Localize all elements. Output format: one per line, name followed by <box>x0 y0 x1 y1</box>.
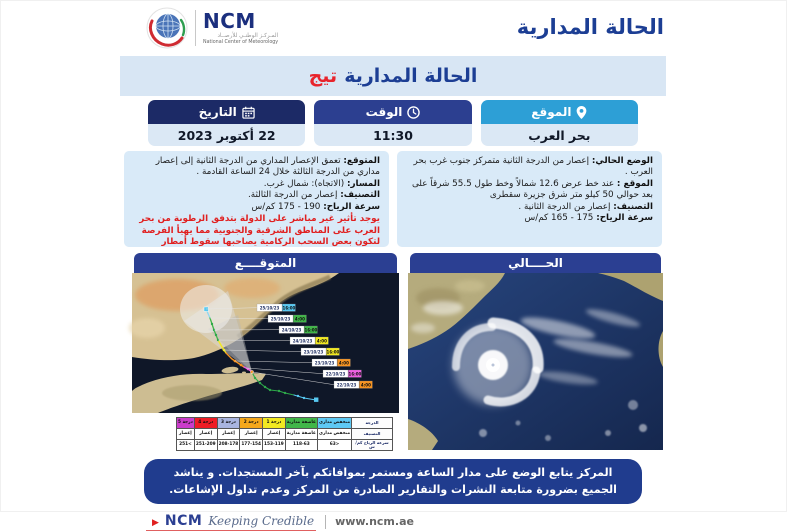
forecast-track-map <box>132 273 399 413</box>
footer <box>120 504 666 531</box>
ncm-logo <box>146 7 278 49</box>
type-cell: إعصار <box>217 429 240 440</box>
grade-cell: عاصفة مدارية <box>285 418 317 429</box>
type-cell: إعصار <box>176 429 194 440</box>
current-line-3: التصنيف: إعصار من الدرجة الثانية . <box>406 202 653 213</box>
date-header <box>148 100 305 124</box>
track-label <box>290 337 328 344</box>
speed-cell: 118-63 <box>285 440 317 451</box>
track-label-date: 25/10/23 <box>260 305 280 310</box>
ncm-globe-icon <box>146 7 188 49</box>
table-header-type: التصنيف <box>352 429 393 440</box>
panels-row <box>120 247 666 451</box>
logo-divider <box>195 10 196 46</box>
forecast-panel-header: المتوقــــع <box>134 253 397 273</box>
type-cell: منخفض مداري <box>318 429 352 440</box>
track-label-date: 24/10/23 <box>293 338 313 343</box>
speed-cell: 208-178 <box>217 440 240 451</box>
storm-banner-title: الحالة المدارية <box>344 65 477 87</box>
type-cell: إعصار <box>263 429 286 440</box>
grade-cell: منخفض مداري <box>318 418 352 429</box>
footer-website-link[interactable]: www.ncm.ae <box>335 515 414 528</box>
track-label <box>334 381 372 388</box>
satellite-image <box>408 273 663 450</box>
track-label-time: 4:00 <box>361 382 371 387</box>
table-header-speed: سرعة الرياح كم/س <box>352 440 393 451</box>
track-endpoint-past <box>314 398 318 402</box>
forecast-line-1: المتوقع: تعمق الإعصار المداري من الدرجة الثانية إلى إعصار مداري من الدرجة الثالثة خلال 24 الساعة القادمة . <box>133 156 380 179</box>
track-label <box>257 304 295 311</box>
track-label-date: 22/10/23 <box>326 371 346 376</box>
grade-cell: درجة 2 <box>240 418 263 429</box>
type-cell: عاصفة مدارية <box>285 429 317 440</box>
date-value: 22 أكتوبر 2023 <box>148 124 305 146</box>
grade-cell: درجة 5 <box>176 418 194 429</box>
footer-brand-block <box>146 513 316 531</box>
type-cell: إعصار <box>194 429 217 440</box>
track-label-time: 16:00 <box>349 371 362 376</box>
speed-cell: 251< <box>176 440 194 451</box>
track-label-date: 22/10/23 <box>337 382 357 387</box>
location-label: الموقع <box>531 105 571 119</box>
track-label-date: 23/10/23 <box>315 360 335 365</box>
track-label-time: 4:00 <box>317 338 327 343</box>
location-pin-icon <box>576 106 587 119</box>
grade-cell: درجة 1 <box>263 418 286 429</box>
info-row <box>120 96 666 146</box>
page-title: الحالة المدارية <box>517 15 664 39</box>
notice-banner: المركز يتابع الوضع على مدار الساعة ومستمر بموافاتكم بآخر المستجدات. و يناشد الجميع بضرورة متابعة النشرات والتقارير الصادرة من المركز وعدم تداول الإشاعات. <box>144 459 642 503</box>
calendar-icon <box>242 106 255 119</box>
forecast-line-4: سرعة الرياح: ‎175 - 190‎ كم/س <box>133 202 380 213</box>
current-panel-header: الحــــالي <box>410 253 661 273</box>
storm-banner <box>120 56 666 96</box>
type-cell: إعصار <box>240 429 263 440</box>
track-label-time: 16:00 <box>283 305 296 310</box>
track-label <box>323 370 361 377</box>
track-label-date: 24/10/23 <box>282 327 302 332</box>
logo-text <box>203 11 278 45</box>
logo-english-name: National Center of Meteorology <box>203 40 278 45</box>
table-header-grade: الدرجة <box>352 418 393 429</box>
track-label <box>312 359 350 366</box>
current-line-1: الوضع الحالي: إعصار من الدرجة الثانية متمركز جنوب غرب بحر العرب . <box>406 156 653 179</box>
track-label-time: 16:00 <box>305 327 318 332</box>
info-box-date <box>148 100 305 146</box>
speed-cell: 63> <box>318 440 352 451</box>
location-header <box>481 100 638 124</box>
date-label: التاريخ <box>199 105 237 119</box>
forecast-warning: يوجد تأثير غير مباشر على الدولة بتدفق الرطوبة من بحر العرب على المناطق الشرقية والجنوبية مما يهيأ الفرصة لتكون بعض السحب الركامية يصاحبها سقوط أمطار <box>133 214 380 248</box>
grade-cell: درجة 4 <box>194 418 217 429</box>
track-label-date: 23/10/23 <box>304 349 324 354</box>
classification-table <box>176 417 393 451</box>
forecast-panel <box>132 253 399 451</box>
forecast-status-box <box>124 151 389 247</box>
time-header <box>314 100 471 124</box>
current-status-box <box>397 151 662 247</box>
track-label <box>268 315 306 322</box>
bulletin-content <box>120 0 666 531</box>
time-label: الوقت <box>366 105 403 119</box>
footer-divider <box>325 515 326 529</box>
speed-cell: 177-154 <box>240 440 263 451</box>
speed-cell: 153-119 <box>263 440 286 451</box>
track-label-time: 16:00 <box>327 349 340 354</box>
track-label-time: 4:00 <box>339 360 349 365</box>
current-line-2: الموقع : عند خط عرض 12.6 شمالاً وخط طول 55.5 شرقاً على بعد حوالي 50 كيلو متر شرق جزيرة سقطرى <box>406 179 653 202</box>
speed-cell: 251-209 <box>194 440 217 451</box>
track-label <box>279 326 317 333</box>
location-value: بحر العرب <box>481 124 638 146</box>
footer-brand: NCM <box>165 513 202 529</box>
info-box-location <box>481 100 638 146</box>
top-header <box>120 0 666 56</box>
info-box-time <box>314 100 471 146</box>
time-value: 11:30 <box>314 124 471 146</box>
forecast-line-3: التصنيف: إعصار من الدرجة الثالثة. <box>133 190 380 201</box>
track-label-date: 25/10/23 <box>271 316 291 321</box>
storm-name: تيج <box>309 65 338 87</box>
forecast-line-2: المسار: (الاتجاه): شمال غرب. <box>133 179 380 190</box>
description-row <box>120 146 666 247</box>
cyclone <box>453 323 538 405</box>
track-label-time: 4:00 <box>295 316 305 321</box>
current-line-4: سرعة الرياح: ‎165 - 175‎ كم/س <box>406 213 653 224</box>
clock-icon <box>407 106 420 119</box>
grade-cell: درجة 3 <box>217 418 240 429</box>
current-panel <box>408 253 663 450</box>
logo-arabic-name: المـركـز الوطنـي للأرصــاد <box>203 33 278 39</box>
footer-tagline: Keeping Credible <box>208 514 314 528</box>
red-arrow-icon: ▶ <box>152 518 159 528</box>
track-label <box>301 348 339 355</box>
logo-brand: NCM <box>203 11 278 32</box>
